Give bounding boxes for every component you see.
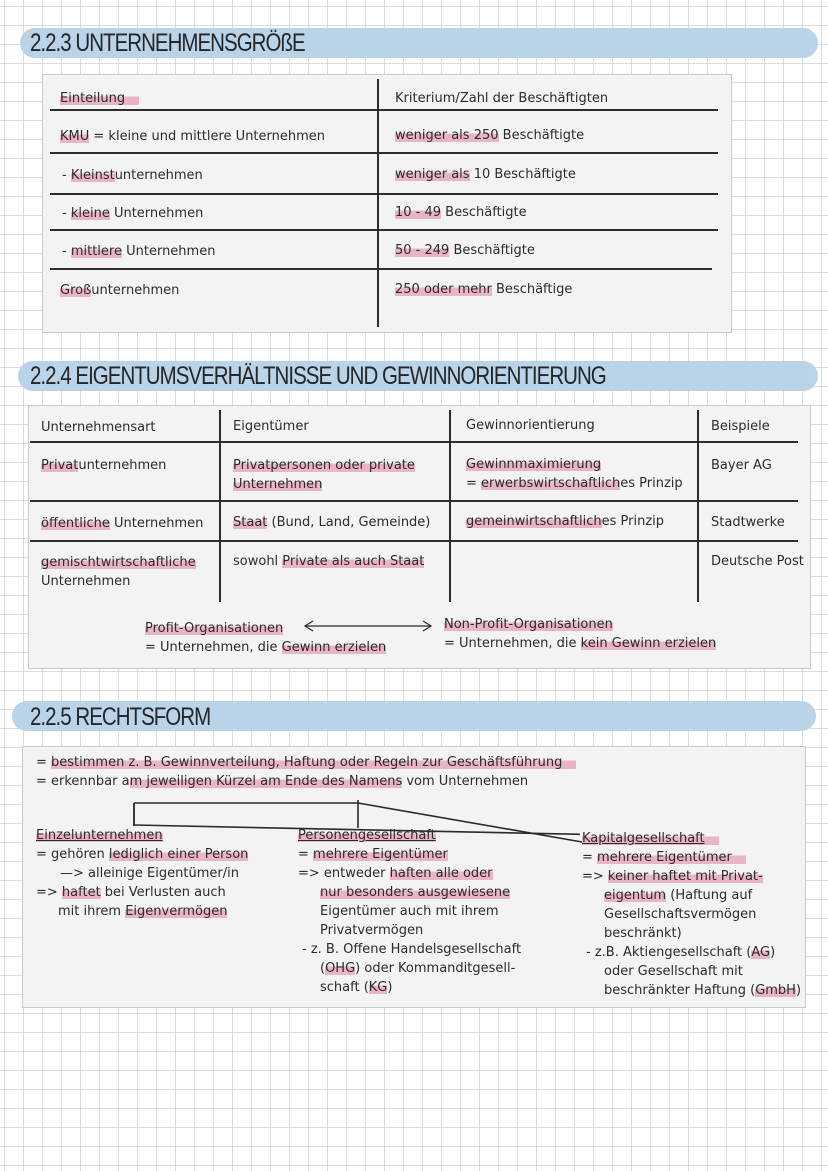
cell-gemischtwirtschaftliche-unternehmen: gemischtwirtschaftliche Unternehmen — [41, 555, 196, 589]
table-row-mittlere-unternehmen: - mittlere Unternehmen — [62, 244, 216, 259]
cell-gemischt-eigentuemer: sowohl Private als auch Staat — [233, 554, 425, 569]
table-cell-mittlere-kriterium: 50 - 249 Beschäftigte — [395, 243, 535, 258]
section-title-eigentum: 2.2.4 EIGENTUMSVERHÄLTNISSE UND GEWINNORIENTIERUNG — [30, 362, 606, 390]
table-row-kleine-unternehmen: - kleine Unternehmen — [62, 206, 204, 221]
column-header-unternehmensart: Unternehmensart — [41, 420, 156, 435]
profit-organisationen-label: Profit-Organisationen = Unternehmen, die Gewinn erzielen — [145, 621, 387, 655]
section-title-rechtsform: 2.2.5 RECHTSFORM — [30, 703, 211, 731]
cell-privatunternehmen: Privatunternehmen — [41, 458, 167, 473]
column-header-beispiele: Beispiele — [711, 419, 770, 434]
cell-privat-beispiel: Bayer AG — [711, 458, 772, 473]
table-cell-kleine-kriterium: 10 - 49 Beschäftigte — [395, 205, 527, 220]
cell-gemischt-beispiel: Deutsche Post — [711, 554, 804, 569]
cell-privat-eigentuemer: Privatpersonen oder private Unternehmen — [233, 458, 415, 492]
kapitalgesellschaft-block: Kapitalgesellschaft = mehrere Eigentümer => keiner haftet mit Privat- eigentum (Haftung auf Gesellschaftsvermögen beschränkt) - z.B. Aktiengesellschaft (AG) oder Gesellschaft mit beschränkter Haftung (GmbH) — [582, 831, 802, 998]
table-row-kmu: KMU = kleine und mittlere Unternehmen — [60, 129, 326, 144]
column-header-kriterium: Kriterium/Zahl der Beschäftigten — [395, 91, 609, 106]
table-row-kleinstunternehmen: - Kleinstunternehmen — [62, 168, 203, 183]
cell-oeffentlich-eigentuemer: Staat (Bund, Land, Gemeinde) — [233, 515, 431, 530]
column-header-einteilung: Einteilung — [60, 89, 139, 108]
cell-oeffentlich-gewinn: gemeinwirtschaftliches Prinzip — [466, 514, 665, 529]
rechtsform-definition-2: = erkennbar am jeweiligen Kürzel am Ende des Namens vom Unternehmen — [36, 774, 529, 789]
cell-privat-gewinn: Gewinnmaximierung = erwerbswirtschaftliches Prinzip — [466, 457, 683, 491]
einzelunternehmen-block: Einzelunternehmen = gehören lediglich einer Person —> alleinige Eigentümer/in => haftet bei Verlusten auch mit ihrem Eigenvermögen — [36, 828, 249, 919]
table-row-grossunternehmen: Großunternehmen — [60, 283, 180, 298]
column-header-eigentuemer: Eigentümer — [233, 419, 309, 434]
table-cell-gross-kriterium: 250 oder mehr Beschäftige — [395, 282, 573, 297]
column-header-gewinnorientierung: Gewinnorientierung — [466, 418, 595, 433]
cell-oeffentlich-beispiel: Stadtwerke — [711, 515, 785, 530]
cell-oeffentliche-unternehmen: öffentliche Unternehmen — [41, 516, 204, 531]
personengesellschaft-block: Personengesellschaft = mehrere Eigentümer => entweder haften alle oder nur besonders ausgewiesene Eigentümer auch mit ihrem Privatvermögen - z. B. Offene Handelsgesellschaft (OHG) oder Kommanditgesell- schaft (KG) — [298, 828, 522, 995]
rechtsform-definition-1: = bestimmen z. B. Gewinnverteilung, Haftung oder Regeln zur Geschäftsführung — [36, 753, 576, 772]
table-cell-kmu-kriterium: weniger als 250 Beschäftigte — [395, 128, 585, 143]
non-profit-organisationen-label: Non-Profit-Organisationen = Unternehmen, die kein Gewinn erzielen — [444, 617, 717, 651]
table-cell-kleinst-kriterium: weniger als 10 Beschäftigte — [395, 167, 576, 182]
section-title-unternehmensgroesse: 2.2.3 UNTERNEHMENSGRÖßE — [30, 29, 305, 57]
